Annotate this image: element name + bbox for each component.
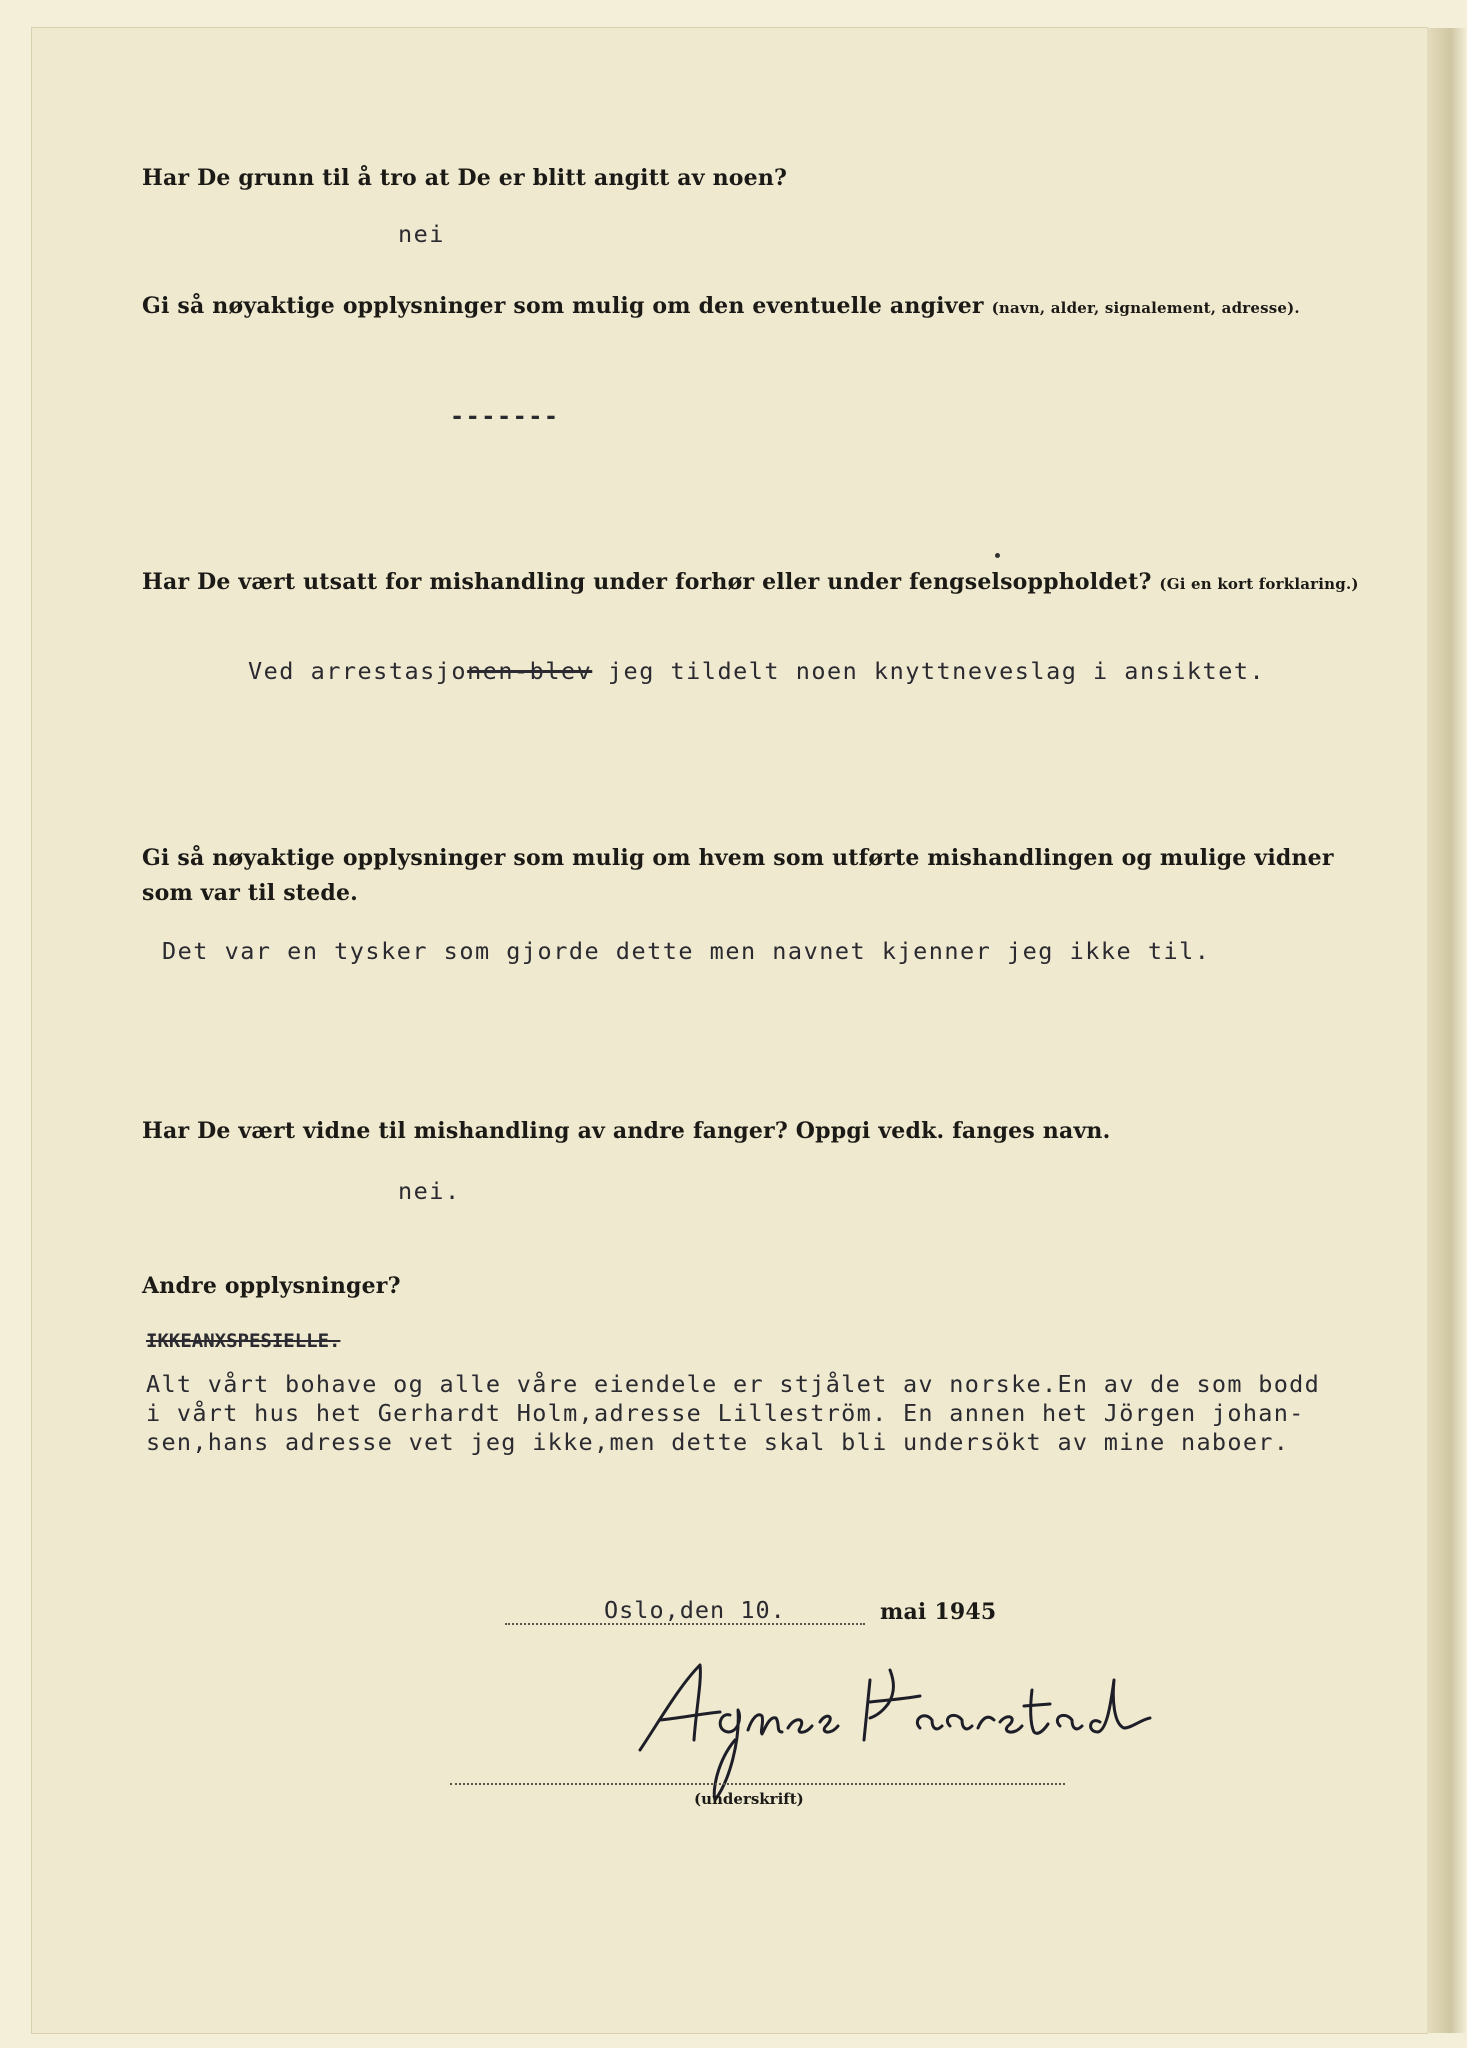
answer-mishandling-struck: nen-blev: [467, 657, 593, 685]
answer-other-line1: Alt vårt bohave og alle våre eiendele er stjålet av norske.En av de som bodd: [146, 1370, 1321, 1398]
answer-mishandling-part1: Ved arrestasjo: [248, 657, 468, 685]
question-perpetrators-line1: Gi så nøyaktige opplysninger som mulig om hvem som utførte mishandlingen og mulige vidner: [142, 845, 1334, 871]
question-perpetrators-line2: som var til stede.: [142, 880, 359, 906]
answer-witness: nei.: [398, 1177, 461, 1205]
question-mishandling-note: (Gi en kort forklaring.): [1159, 575, 1359, 593]
answer-other-line2: i vårt hus het Gerhardt Holm,adresse Lilleström. En annen het Jörgen johan-: [146, 1399, 1305, 1427]
answer-other-struck: IKKEANXSPESIELLE.: [146, 1330, 341, 1352]
question-other-info: Andre opplysninger?: [142, 1273, 401, 1299]
question-angitt: Har De grunn til å tro at De er blitt angitt av noen?: [142, 165, 788, 191]
place-date: Oslo,den 10.: [604, 1596, 786, 1624]
question-angiver-text: Gi så nøyaktige opplysninger som mulig om den eventuelle angiver: [142, 293, 984, 319]
signature-dotted-line: [450, 1783, 1065, 1785]
signature-label: (underskrift): [694, 1790, 804, 1808]
stray-mark: [995, 553, 1000, 558]
question-angiver-note: (navn, alder, signalement, adresse).: [991, 299, 1300, 317]
question-mishandling: [142, 569, 1359, 595]
answer-perpetrators: Det var en tysker som gjorde dette men navnet kjenner jeg ikke til.: [162, 937, 1211, 965]
answer-angitt: nei: [398, 220, 445, 248]
answer-mishandling-part2: jeg tildelt noen knyttneveslag i ansiktet.: [592, 657, 1266, 685]
month-year: mai 1945: [880, 1599, 997, 1625]
answer-other-line3: sen,hans adresse vet jeg ikke,men dette skal bli undersökt av mine naboer.: [146, 1428, 1290, 1456]
bleed-through-heading: [410, 335, 422, 375]
question-angiver-details: [142, 293, 1300, 319]
question-mishandling-text: Har De vært utsatt for mishandling under forhør eller under fengselsoppholdet?: [142, 569, 1152, 595]
question-witness: Har De vært vidne til mishandling av andre fanger? Oppgi vedk. fanges navn.: [142, 1118, 1111, 1144]
page-edge: [1427, 28, 1467, 2033]
answer-mishandling: [248, 657, 1265, 685]
answer-angiver-details: -------: [450, 402, 560, 430]
